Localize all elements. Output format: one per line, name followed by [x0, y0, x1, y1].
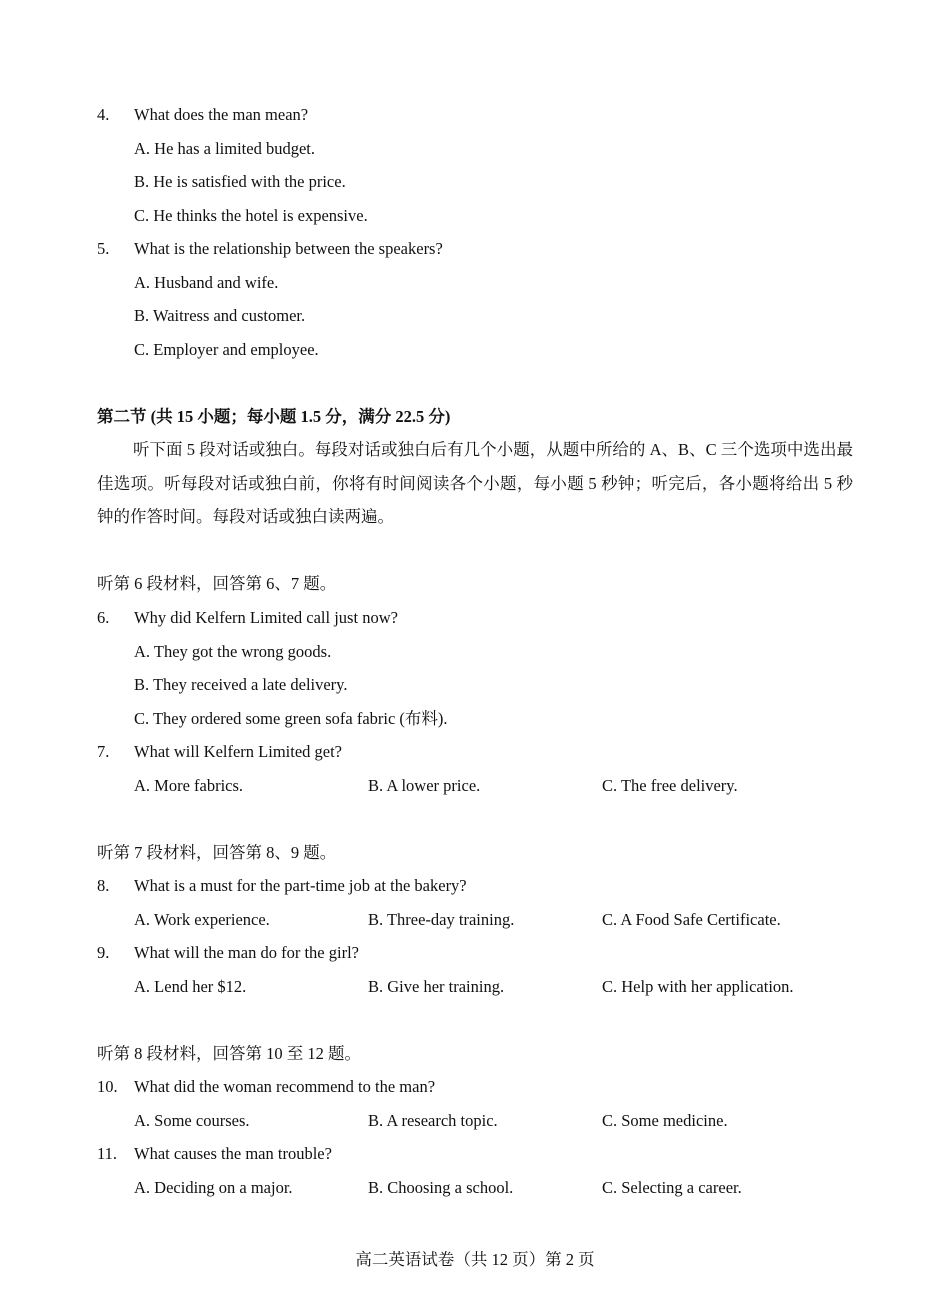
passage-label: 听第 8 段材料，回答第 10 至 12 题。 [97, 1044, 361, 1063]
question-number: 6. [97, 608, 110, 627]
question-text: What does the man mean? [134, 105, 309, 124]
option-c: C. A Food Safe Certificate. [602, 910, 781, 929]
option-c: C. Help with her application. [602, 977, 794, 996]
option-c: C. Employer and employee. [134, 340, 319, 359]
question-text: What will the man do for the girl? [134, 943, 359, 962]
question-number: 4. [97, 105, 110, 124]
question-text: What causes the man trouble? [134, 1144, 332, 1163]
question-number: 10. [97, 1077, 118, 1096]
option-a: A. Lend her $12. [134, 977, 247, 996]
passage-label: 听第 7 段材料，回答第 8、9 题。 [97, 843, 337, 862]
question-number: 11. [97, 1144, 118, 1163]
option-a: A. Some courses. [134, 1111, 250, 1130]
option-b: B. Choosing a school. [368, 1178, 514, 1197]
page-footer: 高二英语试卷（共 12 页）第 2 页 [355, 1250, 595, 1269]
option-c: C. Some medicine. [602, 1111, 728, 1130]
question-text: What is the relationship between the speakers? [134, 239, 443, 258]
option-c: C. The free delivery. [602, 776, 738, 795]
question-text: What is a must for the part-time job at the bakery? [134, 876, 467, 895]
option-c: C. They ordered some green sofa fabric (布料). [134, 709, 448, 728]
option-a: A. Husband and wife. [134, 273, 279, 292]
option-a: A. Work experience. [134, 910, 270, 929]
question-text: What did the woman recommend to the man? [134, 1077, 436, 1096]
option-b: B. Give her training. [368, 977, 505, 996]
option-b: B. They received a late delivery. [134, 675, 348, 694]
option-b: B. A lower price. [368, 776, 481, 795]
option-a: A. They got the wrong goods. [134, 642, 332, 661]
option-b: B. Three-day training. [368, 910, 515, 929]
option-b: B. He is satisfied with the price. [134, 172, 346, 191]
passage-label: 听第 6 段材料，回答第 6、7 题。 [97, 574, 337, 593]
section-instructions: 听下面 5 段对话或独白。每段对话或独白后有几个小题，从题中所给的 A、B、C 三个选项中选出最佳选项。听每段对话或独白前，你将有时间阅读各个小题，每小题 5 秒钟；听完后，各小题将给出 5 秒钟的作答时间。每段对话或独白读两遍。 [97, 440, 853, 526]
option-c: C. Selecting a career. [602, 1178, 742, 1197]
question-text: What will Kelfern Limited get? [134, 742, 343, 761]
option-a: A. Deciding on a major. [134, 1178, 293, 1197]
question-number: 9. [97, 943, 110, 962]
question-text: Why did Kelfern Limited call just now? [134, 608, 398, 627]
option-b: B. Waitress and customer. [134, 306, 306, 325]
option-b: B. A research topic. [368, 1111, 498, 1130]
option-c: C. He thinks the hotel is expensive. [134, 206, 368, 225]
question-number: 8. [97, 876, 110, 895]
option-a: A. More fabrics. [134, 776, 244, 795]
question-number: 7. [97, 742, 110, 761]
question-number: 5. [97, 239, 110, 258]
section-title: 第二节 (共 15 小题；每小题 1.5 分，满分 22.5 分) [97, 407, 451, 426]
option-a: A. He has a limited budget. [134, 139, 316, 158]
